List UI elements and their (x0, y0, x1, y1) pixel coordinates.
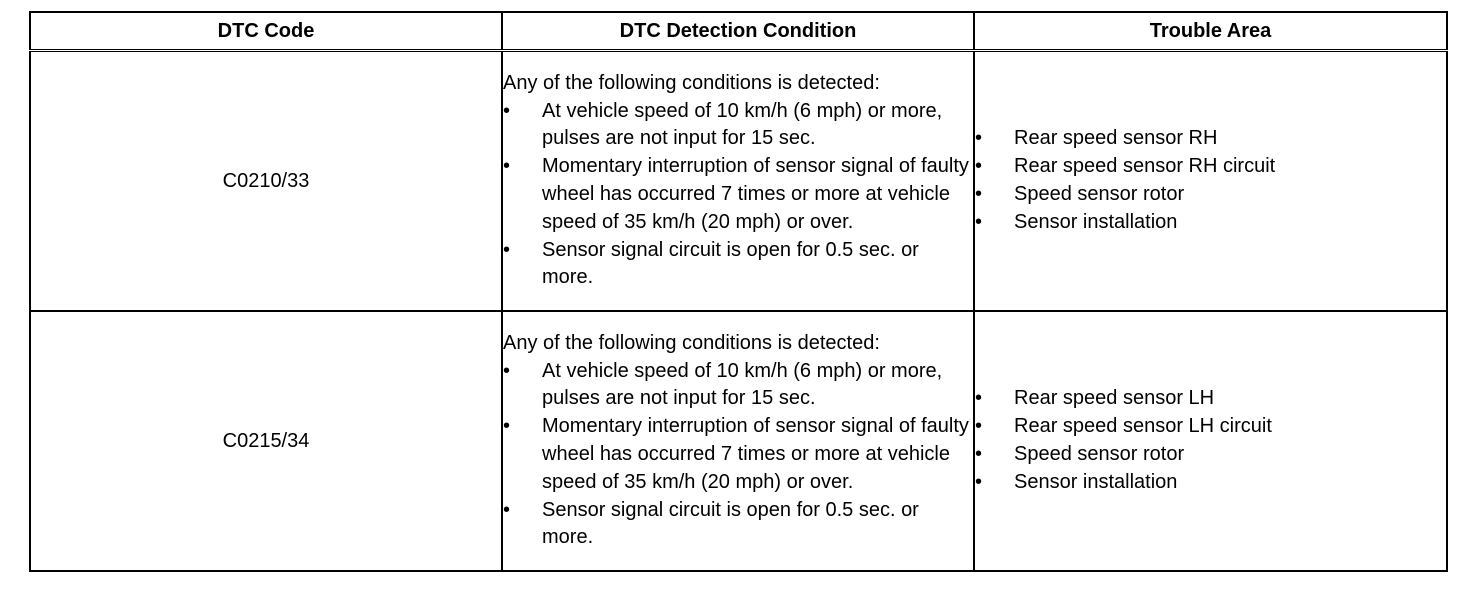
trouble-area-text: Rear speed sensor RH circuit (1014, 155, 1276, 178)
trouble-area-item (975, 385, 1446, 413)
bullet-icon: • (975, 155, 983, 178)
header-trouble-area: Trouble Area (974, 12, 1447, 51)
bullet-icon: • (503, 99, 511, 122)
bullet-icon: • (503, 155, 511, 178)
condition-intro: Any of the following conditions is detected: (503, 71, 880, 94)
bullet-icon: • (975, 210, 983, 233)
trouble-area-text: Speed sensor rotor (1014, 183, 1185, 205)
trouble-area-cell (974, 51, 1447, 312)
trouble-area-text: Rear speed sensor LH circuit (1014, 415, 1272, 438)
header-dtc-code: DTC Code (30, 12, 502, 51)
trouble-area-item (975, 153, 1446, 181)
trouble-area-text: Sensor installation (1014, 470, 1178, 493)
trouble-area-item (975, 125, 1446, 153)
condition-item (503, 358, 973, 414)
detection-condition-cell (502, 51, 974, 312)
detection-condition-cell (502, 311, 974, 571)
trouble-area-item (975, 441, 1446, 469)
bullet-icon: • (975, 127, 983, 150)
condition-list (503, 98, 973, 293)
condition-text: Momentary interruption of sensor signal of faulty wheel has occurred 7 times or more at vehicle speed of 35 km/h (20 mph) or over. (542, 415, 969, 493)
bullet-icon: • (503, 359, 511, 382)
trouble-area-item (975, 469, 1446, 497)
trouble-area-list (975, 125, 1446, 236)
trouble-area-text: Rear speed sensor LH (1014, 387, 1215, 410)
condition-text: Sensor signal circuit is open for 0.5 sec. or more. (542, 238, 919, 289)
condition-item (503, 237, 973, 293)
condition-item (503, 153, 973, 236)
dtc-table (29, 11, 1448, 572)
condition-text: Momentary interruption of sensor signal of faulty wheel has occurred 7 times or more at vehicle speed of 35 km/h (20 mph) or over. (542, 155, 969, 233)
bullet-icon: • (975, 387, 983, 410)
bullet-icon: • (503, 415, 511, 438)
bullet-icon: • (503, 498, 511, 521)
bullet-icon: • (975, 183, 983, 205)
trouble-area-list (975, 385, 1446, 496)
trouble-area-item (975, 181, 1446, 209)
bullet-icon: • (503, 238, 511, 261)
condition-intro: Any of the following conditions is detected: (503, 331, 880, 354)
condition-item (503, 497, 973, 553)
trouble-area-text: Sensor installation (1014, 210, 1178, 233)
trouble-area-cell (974, 311, 1447, 571)
trouble-area-item (975, 209, 1446, 237)
bullet-icon: • (975, 443, 983, 465)
header-detection-condition: DTC Detection Condition (502, 12, 974, 51)
condition-text: At vehicle speed of 10 km/h (6 mph) or more, pulses are not input for 15 sec. (542, 359, 943, 410)
table-row (30, 311, 1447, 571)
trouble-area-text: Speed sensor rotor (1014, 443, 1185, 465)
bullet-icon: • (975, 470, 983, 493)
condition-list (503, 358, 973, 553)
dtc-code-cell: C0215/34 (30, 311, 502, 571)
condition-item (503, 98, 973, 154)
header-row (30, 12, 1447, 51)
condition-text: Sensor signal circuit is open for 0.5 sec. or more. (542, 498, 919, 549)
trouble-area-item (975, 413, 1446, 441)
condition-text: At vehicle speed of 10 km/h (6 mph) or more, pulses are not input for 15 sec. (542, 99, 943, 150)
dtc-code-cell: C0210/33 (30, 51, 502, 312)
trouble-area-text: Rear speed sensor RH (1014, 127, 1218, 150)
table-row (30, 51, 1447, 312)
bullet-icon: • (975, 415, 983, 438)
condition-item (503, 413, 973, 496)
